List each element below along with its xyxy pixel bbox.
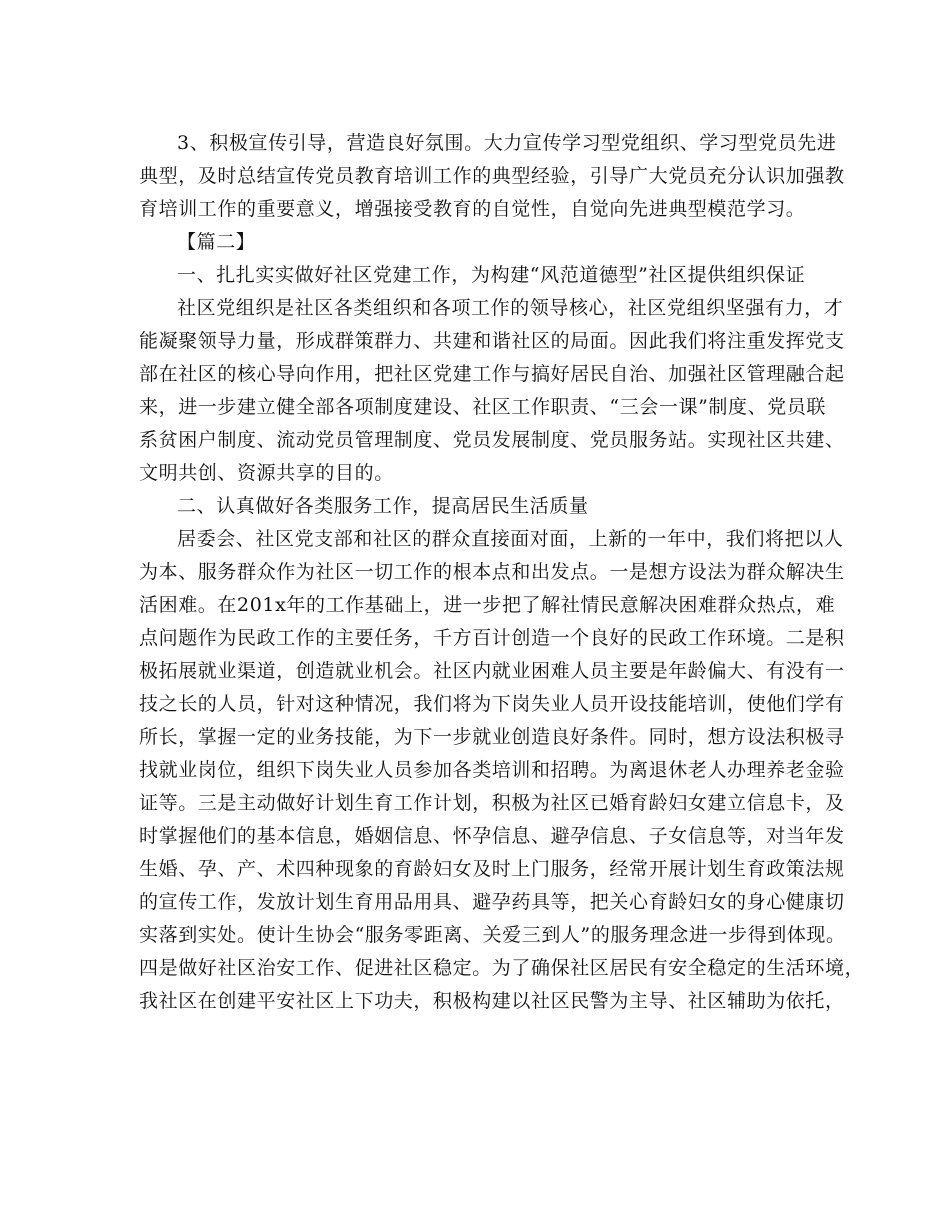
text-line: 生婚、孕、产、术四种现象的育龄妇女及时上门服务，经常开展计划生育政策法规 xyxy=(139,858,845,880)
text-line: 部在社区的核心导向作用，把社区党建工作与搞好居民自治、加强社区管理融合起 xyxy=(139,363,845,385)
text-line: 证等。三是主动做好计划生育工作计划，积极为社区已婚育龄妇女建立信息卡，及 xyxy=(139,792,845,814)
text-line: 所长，掌握一定的业务技能，为下一步就业创造良好条件。同时，想方设法积极寻 xyxy=(139,726,845,748)
text-line: 技之长的人员，针对这种情况，我们将为下岗失业人员开设技能培训，使他们学有 xyxy=(139,693,845,715)
text-line: 时掌握他们的基本信息，婚姻信息、怀孕信息、避孕信息、子女信息等，对当年发 xyxy=(139,825,845,847)
text-line: 极拓展就业渠道，创造就业机会。社区内就业困难人员主要是年龄偏大、有没有一 xyxy=(139,660,845,682)
text-line: 系贫困户制度、流动党员管理制度、党员发展制度、党员服务站。实现社区共建、 xyxy=(139,429,845,451)
text-line: 文明共创、资源共享的目的。 xyxy=(139,462,394,484)
section-heading: 【篇二】 xyxy=(177,231,256,253)
text-line: 活困难。在201x年的工作基础上，进一步把了解社情民意解决困难群众热点，难 xyxy=(139,594,836,616)
text-line: 为本、服务群众作为社区一切工作的根本点和出发点。一是想方设法为群众解决生 xyxy=(139,561,845,583)
text-line: 的宣传工作，发放计划生育用品用具、避孕药具等，把关心育龄妇女的身心健康切 xyxy=(139,891,845,913)
text-line: 四是做好社区治安工作、促进社区稳定。为了确保社区居民有安全稳定的生活环境， xyxy=(139,957,865,979)
text-line: 点问题作为民政工作的主要任务，千方百计创造一个良好的民政工作环境。二是积 xyxy=(139,627,845,649)
text-line: 居委会、社区党支部和社区的群众直接面对面，上新的一年中，我们将把以人 xyxy=(177,528,844,550)
text-line: 能凝聚领导力量，形成群策群力、共建和谐社区的局面。因此我们将注重发挥党支 xyxy=(139,330,845,352)
text-line: 实落到实处。使计生协会“服务零距离、关爱三到人”的服务理念进一步得到体现。 xyxy=(139,924,846,946)
text-line: 育培训工作的重要意义，增强接受教育的自觉性，自觉向先进典型模范学习。 xyxy=(139,198,806,220)
text-line: 典型，及时总结宣传党员教育培训工作的典型经验，引导广大党员充分认识加强教 xyxy=(139,165,845,187)
text-line: 我社区在创建平安社区上下功夫，积极构建以社区民警为主导、社区辅助为依托， xyxy=(139,990,845,1012)
text-line: 社区党组织是社区各类组织和各项工作的领导核心，社区党组织坚强有力，才 xyxy=(177,297,844,319)
text-line: 来，进一步建立健全部各项制度建设、社区工作职责、“三会一课”制度、党员联 xyxy=(139,396,827,418)
text-line: 找就业岗位，组织下岗失业人员参加各类培训和招聘。为离退休老人办理养老金验 xyxy=(139,759,845,781)
subheading: 一、扎扎实实做好社区党建工作，为构建“风范道德型”社区提供组织保证 xyxy=(177,264,806,286)
text-line: 3、积极宣传引导，营造良好氛围。大力宣传学习型党组织、学习型党员先进 xyxy=(177,132,837,154)
subheading: 二、认真做好各类服务工作，提高居民生活质量 xyxy=(177,495,589,517)
